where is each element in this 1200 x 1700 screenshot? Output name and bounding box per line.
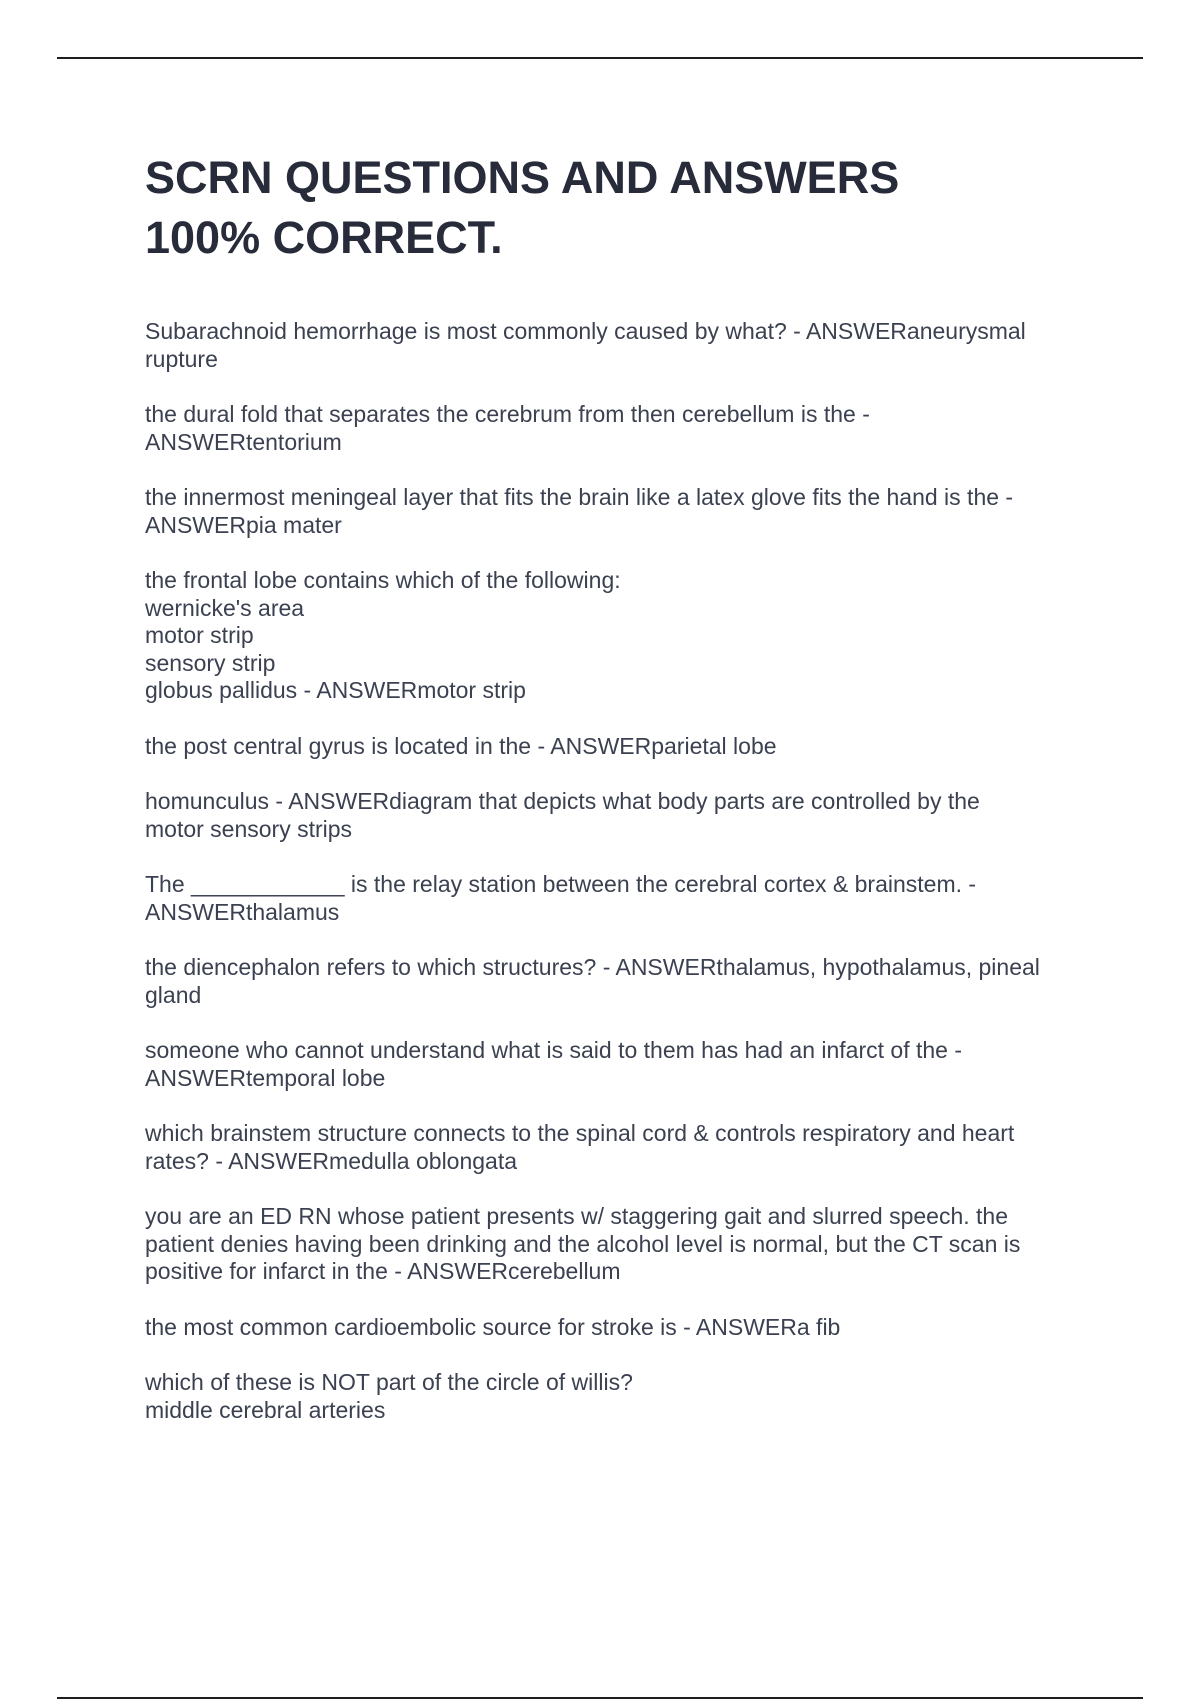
qa-line: the frontal lobe contains which of the following: bbox=[145, 567, 621, 593]
qa-line: someone who cannot understand what is said to them has had an infarct of the - bbox=[145, 1037, 962, 1063]
bottom-rule bbox=[57, 1697, 1143, 1699]
qa-line: wernicke's area bbox=[145, 594, 305, 621]
qa-line: the most common cardioembolic source for stroke is - ANSWERa fib bbox=[145, 1313, 841, 1340]
qa-item bbox=[145, 567, 1095, 705]
qa-line: ANSWERpia mater bbox=[145, 511, 342, 538]
qa-line: rates? - ANSWERmedulla oblongata bbox=[145, 1147, 518, 1174]
qa-item bbox=[145, 484, 1095, 539]
qa-item bbox=[145, 1314, 1095, 1342]
qa-item bbox=[145, 1120, 1095, 1175]
qa-line: patient denies having been drinking and the alcohol level is normal, but the CT scan is bbox=[145, 1230, 1021, 1257]
qa-item bbox=[145, 318, 1095, 373]
qa-line: sensory strip bbox=[145, 649, 276, 676]
qa-line: the diencephalon refers to which structures? - ANSWERthalamus, hypothalamus, pineal bbox=[145, 954, 1040, 980]
qa-line: you are an ED RN whose patient presents w/ staggering gait and slurred speech. the bbox=[145, 1203, 1008, 1229]
qa-line: homunculus - ANSWERdiagram that depicts what body parts are controlled by the bbox=[145, 788, 980, 814]
qa-item bbox=[145, 1369, 1095, 1424]
title-line-2: 100% CORRECT. bbox=[145, 212, 503, 263]
qa-line: positive for infarct in the - ANSWERcerebellum bbox=[145, 1258, 621, 1284]
qa-line: ANSWERtentorium bbox=[145, 428, 342, 455]
qa-line: ANSWERtemporal lobe bbox=[145, 1064, 386, 1091]
qa-item bbox=[145, 954, 1095, 1009]
document-body bbox=[145, 148, 1095, 1452]
qa-line: middle cerebral arteries bbox=[145, 1396, 386, 1423]
qa-line: globus pallidus - ANSWERmotor strip bbox=[145, 677, 526, 703]
qa-list bbox=[145, 318, 1095, 1424]
qa-item bbox=[145, 401, 1095, 456]
top-rule bbox=[57, 57, 1143, 59]
qa-item bbox=[145, 1203, 1095, 1286]
qa-line: the dural fold that separates the cerebrum from then cerebellum is the - bbox=[145, 401, 870, 427]
qa-line: rupture bbox=[145, 345, 218, 372]
qa-item bbox=[145, 733, 1095, 761]
qa-line: The ____________ is the relay station between the cerebral cortex & brainstem. - bbox=[145, 871, 977, 897]
qa-line: motor sensory strips bbox=[145, 815, 353, 842]
qa-line: the post central gyrus is located in the - ANSWERparietal lobe bbox=[145, 732, 777, 759]
qa-line: which brainstem structure connects to the spinal cord & controls respiratory and heart bbox=[145, 1120, 1015, 1146]
title-line-1: SCRN QUESTIONS AND ANSWERS bbox=[145, 152, 900, 203]
qa-line: motor strip bbox=[145, 622, 254, 648]
qa-item bbox=[145, 1037, 1095, 1092]
qa-line: which of these is NOT part of the circle of willis? bbox=[145, 1369, 633, 1395]
qa-line: ANSWERthalamus bbox=[145, 898, 340, 925]
qa-line: gland bbox=[145, 981, 202, 1008]
qa-item bbox=[145, 788, 1095, 843]
qa-line: Subarachnoid hemorrhage is most commonly caused by what? - ANSWERaneurysmal bbox=[145, 318, 1026, 344]
qa-line: the innermost meningeal layer that fits the brain like a latex glove fits the hand is the - bbox=[145, 484, 1014, 510]
qa-item bbox=[145, 871, 1095, 926]
document-title bbox=[145, 148, 1095, 268]
